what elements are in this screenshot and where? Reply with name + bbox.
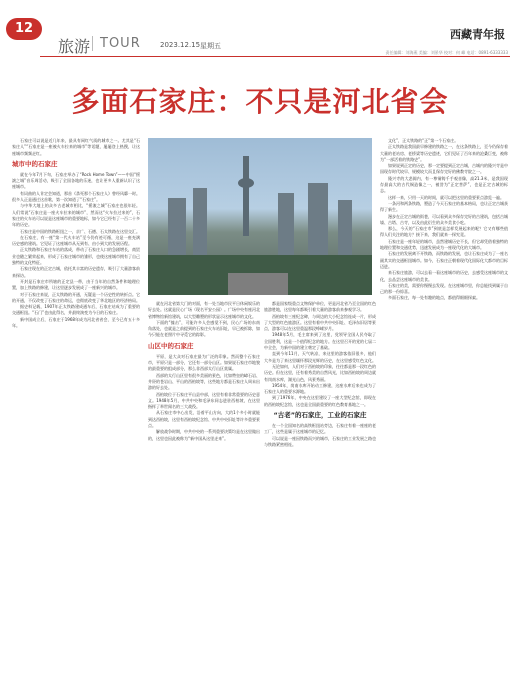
paragraph: 与中华大地上的众多古老城市相比，“摇滚之城”石家庄也很年轻。人们常说“石家庄是一座火车拉来的城市”，然而这“火车拉过来的”，石家庄的火车站可以说是这座城市的重要地标，如今它已经有了一百二十多年的历史。 (12, 203, 140, 228)
paragraph: 一条河和两条铁路，塑造了今天石家庄的基本格局，也让正定古城获得了新生。 (380, 200, 508, 213)
header-divider (40, 56, 510, 57)
paragraph: 都是国家级重点文物保护单位，更是河北省乃至全国的红色旅游胜地，这里每年都吸引着大量的游客前来参观学习。 (264, 301, 376, 313)
paragraph: 正太铁路和石家庄车站的落成，带动了石家庄人口的急剧增长，商贸业也随之繁荣起来，形成了石家庄城市的雏形，也使这座城市拥有了自己独特的文化特征。 (12, 247, 140, 266)
paragraph: 石家庄是中国的铁路枢纽之一，京广、石德、石太铁路在这里交汇。 (20, 228, 140, 234)
paragraph: 到了1976年，中央在这里建设了一座大型纪念馆，即现在的西柏坡纪念馆，这也是全国最重要的红色教育基地之一。 (264, 395, 376, 407)
paragraph: 西部的太行山区里有很多美丽的景色，比如赞皇的嶂石岩、井陉的苍岩山、平山的西柏坡等，这些地方都是石家庄人周末出游的好去处。 (148, 372, 260, 391)
paragraph: 有词曲的人肯定会知道，那首《杀死那个石家庄人》曾经风靡一时。很多人正是通过这首歌，第一次知道了“石家庄”。 (12, 190, 140, 203)
page-number: 12 (6, 18, 42, 40)
paragraph: 来石家庄旅游，可以去看一看这座城市的历史，去感受这座城市的文化，去品尝这座城市的美食。 (380, 270, 508, 282)
section-subhead: “古老”的石家庄，工业的石家庄 (273, 411, 367, 420)
paragraph: 1954年，岗南水库开始动工修建，这座水库后来也成为了石家庄人的重要水源地。 (264, 382, 376, 395)
section-title: 旅游 (58, 37, 91, 56)
paragraph: 西柏坡有三座纪念碑，与周边的大小纪念馆连成一片，形成了大型的红色旅游区。这里有着中共中央旧址、毛泽东旧居等景点，游客可以在这里重温那段峥嵘岁月。 (264, 313, 376, 332)
paragraph: 平原，是大众对石家庄最为广泛的印象。然而整个石家庄市，平原只是一部分，它还有一部分山区。如果说石家庄市地貌的最重要的组成部分，那么非西部太行山区莫属。 (148, 353, 260, 372)
issue-weekday: 星期五 (200, 42, 221, 50)
paragraph: 如果说到正定的历史，那一定要提到正定古城，古城内的隆兴寺是中国现存时代较早、规模较大而且保存完好的佛教寺院之一。 (380, 163, 508, 175)
paragraph: 这样一来，只用一天的时间，就可以把这里的重要景点游览一遍。 (388, 194, 504, 200)
paragraph: 可以说是一座因铁路而兴的城市，石家庄的工业发展之路也与铁路紧密相连。 (264, 435, 376, 447)
paragraph: 就在河北省第大门的对面，有一处当地市民平日休闲娱乐的好去处。这就是民心广场（现名平安公园）。广场中央有座河北省博物馆新馆建筑，以大型雕塑的形状显示这座城市的文化。 (148, 301, 260, 319)
staff-credits: 责任编辑：刘海燕 美编：刘景华 校对：何 峰 电话：0891-6333333 (385, 50, 508, 55)
paragraph: 那么，今天的“石家庄市”到底是怎样发展起来的呢？它又有哪些值得人们关注的地方？接下来，我们就来一探究竟。 (380, 226, 508, 238)
paragraph: 隆兴寺的大悲阁内，有一尊铜铸千手观音像，高21.3米，是我国现存最高大的古代铜造像之一，被誉为“正定菩萨”，也是正定古城的标志。 (380, 175, 508, 194)
page-header (0, 0, 520, 62)
paragraph: 正太铁路是我国最早修建的铁路之一，在这条铁路上，至今仍保存着大量的老站房、老桥梁等历史遗迹，它们见证了百年来的沧桑巨变，被称为“一部活着的铁路史”。 (380, 144, 508, 162)
issue-date: 2023.12.15 (160, 41, 201, 49)
paragraph: 西柏坡位于石家庄平山县中部，这里有着非常重要的历史意义。1948年5月，中共中央和毛泽东同志进驻西柏坡，在这里指挥了举世闻名的三大战役。 (148, 391, 260, 410)
paragraph: 石家庄的发展离不开铁路，而铁路的发展，也让石家庄成为了一座名副其实的交通枢纽城市。如今，石家庄正朝着现代化国际化大都市的目标迈进。 (380, 251, 508, 269)
paragraph: 在石家庄，有一座“第一代火车站”至今仍有迹可循，这是一座充满历史感的建筑。它见证了这座城市从无到有、由小到大的发展历程。 (12, 234, 140, 247)
paragraph: 石家庄是一座年轻的城市，虽然建城历史不长，但它却凭借着独特的地理位置和交通优势，迅速发展成为一座现代化的大城市。 (380, 238, 508, 251)
paragraph: 下面的“撞击”，可能许多人会感觉不到，民心广场的东南角落处，也就是之前提到的石家庄火车站旧址，早已被拆除，如今只能在老照片中寻觅它的踪影。 (148, 319, 260, 338)
paragraph: 从石家庄市中心出发，沿着平山方向，大约1个多小时就能到达西柏坡，这里有西柏坡纪念馆、中共中央旧址等许多重要景点。 (148, 410, 260, 429)
paragraph: 直到今年11月，天气转凉，来这里的游客依旧很多，他们大多是为了来这里缅怀那段光辉的历史，在这里感受红色文化。 (264, 351, 376, 363)
article-column-4 (380, 138, 508, 302)
paragraph: 文化”，正太铁路的“正”第一个石家庄。 (388, 138, 459, 143)
paragraph: 石家庄可以说是近几年来，最具有网红气质的城市之一。尤其是“石家庄人”“石家庄是一座被火车拉来的城市”等话题，屡屡登上热搜，让这座城市频频走红。 (12, 138, 140, 156)
city-skyline-photo (148, 138, 372, 295)
paragraph: 就在今年7月下旬，石家庄举办了“Rock Home Town”——中国“摇滚之城”音乐周活动，吸引了全国各地的乐迷，也让更多人重新认识了这座城市。 (12, 171, 140, 190)
section-subhead: 城市中的石家庄 (12, 159, 58, 168)
paragraph: 1948年5月，毛主席来到了这里，党领导全国人民夺取了全国胜利，这是一个值得纪念的地方。在这里召开的党的七届二中全会，为新中国的建立奠定了基础。 (264, 332, 376, 351)
section-divider (92, 36, 93, 51)
paragraph: 解放战争时期，中共中央的一系列重要决策均是在这里做出的，这里也因此被称为“新中国从这里走来”。 (148, 429, 260, 441)
article-column-1 (12, 138, 140, 329)
section-title-en: TOUR (100, 36, 141, 51)
article-column-3 (264, 301, 376, 448)
article-headline: 多面石家庄：不只是河北省会 (71, 85, 449, 118)
paragraph: 石家庄现在的正定古城，依托其丰富的历史遗存，吸引了大量游客前来探访。 (12, 266, 140, 278)
paragraph: 多面石家庄，每一处有趣的地点，都值得细细探索。 (388, 295, 480, 301)
paragraph: 石家庄的美，需要你慢慢去发现。在这座城市里，你总能找到属于自己的那一份惊喜。 (380, 282, 508, 295)
paragraph: 在一个全国知名的高铁枢纽站旁边，石家庄有着一座座的老工厂，这些是属于这座城市的记忆。 (264, 423, 376, 435)
article-column-2 (148, 301, 260, 442)
section-subhead: 山区中的石家庄 (148, 341, 194, 350)
paragraph: 无论如何，人们对于西柏坡的印象，往往都是那一段红色的历史。但在这里，还有着秀美的自然风光，比如西柏坡的周边就有岗南水库，湖光山色，风景秀丽。 (264, 363, 376, 382)
newspaper-masthead: 西藏青年报 (450, 28, 505, 41)
paragraph: 开封是石家庄市所辖的正定县一带，由于当年的自然条件和地理位置，加上铁路的修建，让这里逐步发展成了一座新兴的城市。 (12, 278, 140, 291)
paragraph: 漫步在正定古城的街巷，可以看到众多保存完好的古建筑，包括古城墙、古塔、古寺，以及由此衍生的众多美食小吃。 (380, 213, 508, 225)
paragraph: 据史料记载，1907年正太铁路建成通车后，石家庄站成为了重要的交通枢纽。“石门”也由此得名，并最终演变为今日的石家庄。 (12, 304, 140, 316)
paragraph: 对于石家庄来说，正太铁路的开通，无疑是一个历史性的转折点。它的开通，不仅改变了石家庄的命运，也彻底改变了华北地区的经济格局。 (12, 291, 140, 303)
paragraph: 新中国成立后，石家庄于1968年成为河北省省会，至今已有五十多年。 (12, 316, 140, 329)
